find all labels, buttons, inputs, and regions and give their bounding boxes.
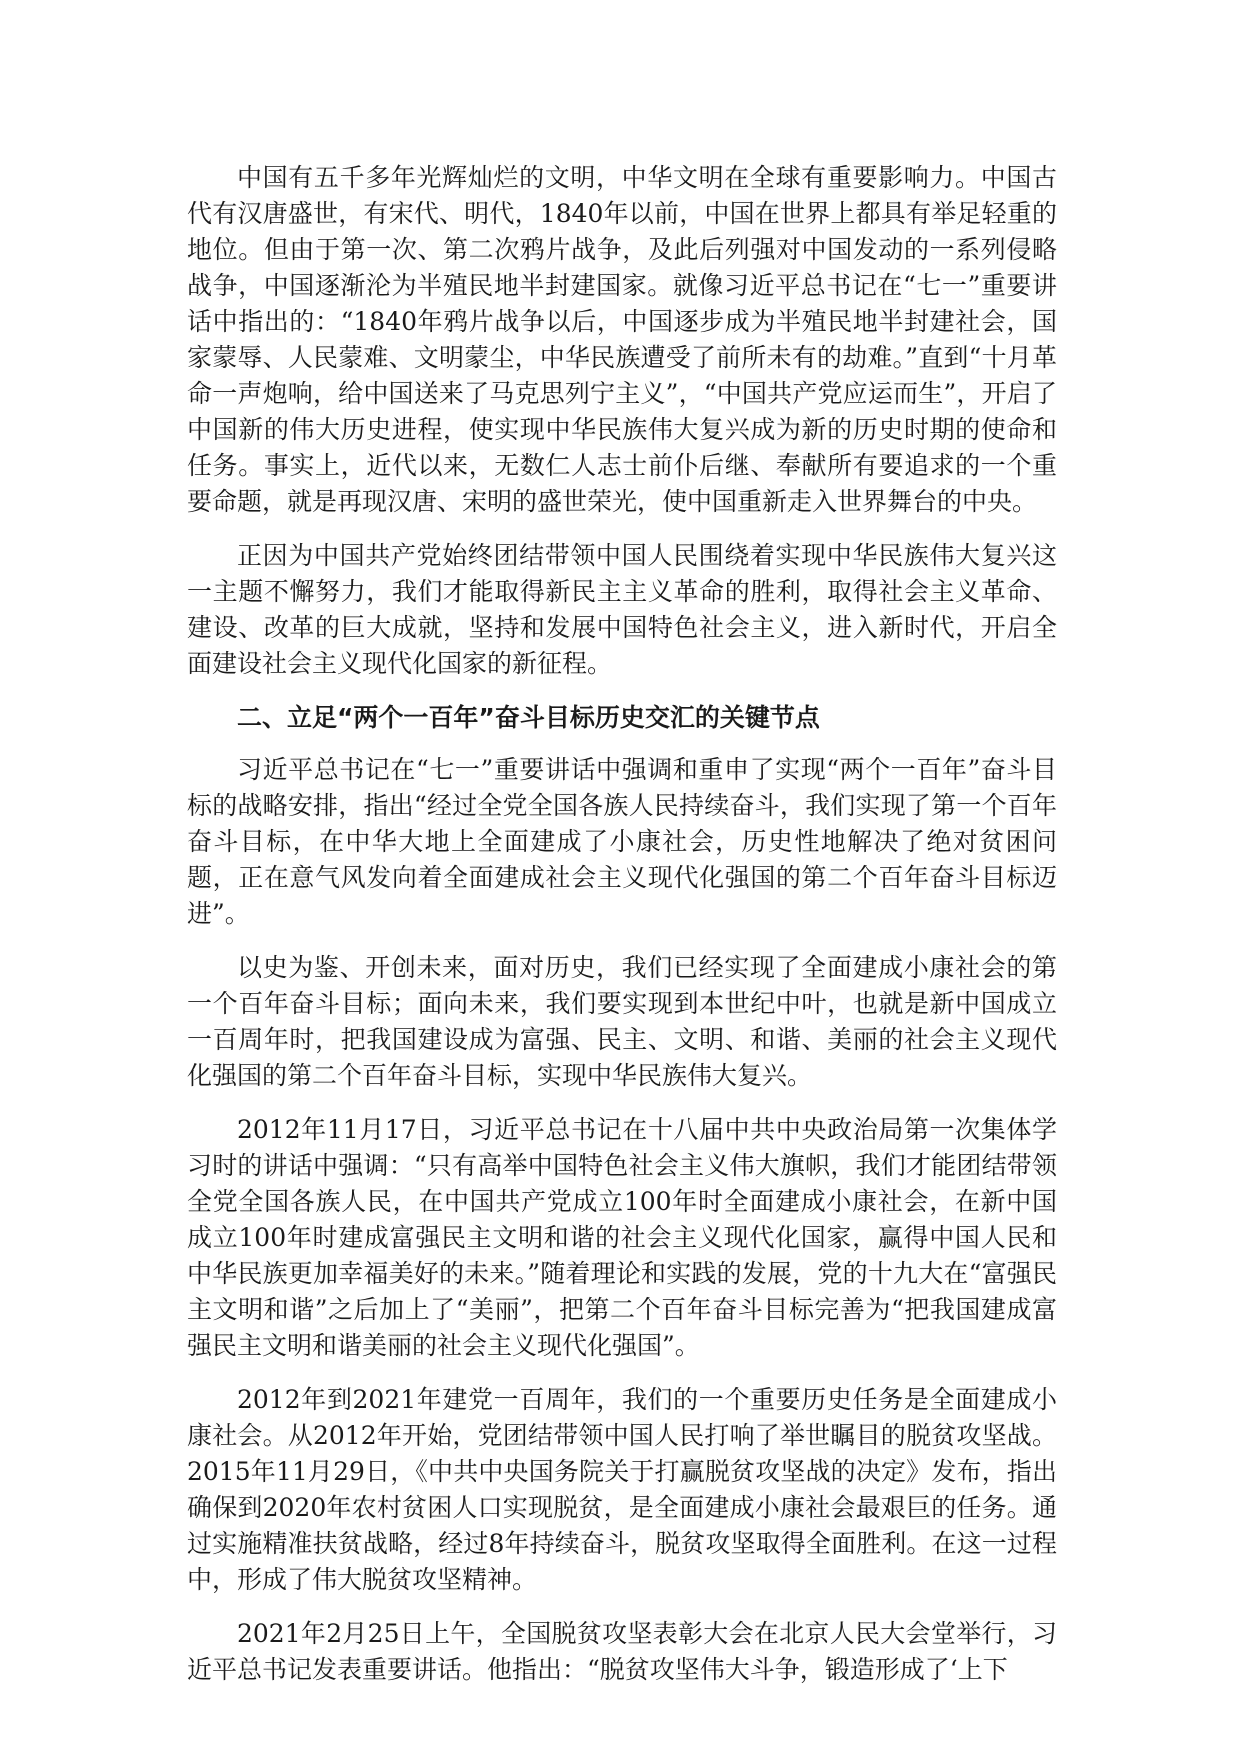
paragraph-2012-speech: 2012年11月17日，习近平总书记在十八届中共中央政治局第一次集体学习时的讲话中强调：“只有高举中国特色社会主义伟大旗帜，我们才能团结带领全党全国各族人民，在中国共产党成立100年时全面建成小康社会，在新中国成立100年时建成富强民主文明和谐的社会主义现代化国家，赢得中国人民和中华民族更加幸福美好的未来。”随着理论和实践的发展，党的十九大在“富强民主文明和谐”之后加上了“美丽”，把第二个百年奋斗目标完善为“把我国建成富强民主文明和谐美丽的社会主义现代化强国”。: [187, 1115, 1057, 1360]
paragraph-strategy: 习近平总书记在“七一”重要讲话中强调和重申了实现“两个一百年”奋斗目标的战略安排，指出“经过全党全国各族人民持续奋斗，我们实现了第一个百年奋斗目标，在中华大地上全面建成了小康社会，历史性地解决了绝对贫困问题，正在意气风发向着全面建成社会主义现代化强国的第二个百年奋斗目标迈进”。: [187, 755, 1057, 928]
paragraph-2021-conference: 2021年2月25日上午，全国脱贫攻坚表彰大会在北京人民大会堂举行，习近平总书记发表重要讲话。他指出：“脱贫攻坚伟大斗争，锻造形成了‘上下: [187, 1619, 1057, 1684]
paragraph-theme: 正因为中国共产党始终团结带领中国人民围绕着实现中华民族伟大复兴这一主题不懈努力，我们才能取得新民主主义革命的胜利，取得社会主义革命、建设、改革的巨大成就，坚持和发展中国特色社会主义，进入新时代，开启全面建设社会主义现代化国家的新征程。: [187, 541, 1057, 678]
document-page: [187, 160, 1057, 1706]
paragraph-history: 中国有五千多年光辉灿烂的文明，中华文明在全球有重要影响力。中国古代有汉唐盛世，有宋代、明代，1840年以前，中国在世界上都具有举足轻重的地位。但由于第一次、第二次鸦片战争，及此后列强对中国发动的一系列侵略战争，中国逐渐沦为半殖民地半封建国家。就像习近平总书记在“七一”重要讲话中指出的：“1840年鸦片战争以后，中国逐步成为半殖民地半封建社会，国家蒙辱、人民蒙难、文明蒙尘，中华民族遭受了前所未有的劫难。”直到“十月革命一声炮响，给中国送来了马克思列宁主义”，“中国共产党应运而生”，开启了中国新的伟大历史进程，使实现中华民族伟大复兴成为新的历史时期的使命和任务。事实上，近代以来，无数仁人志士前仆后继、奉献所有要追求的一个重要命题，就是再现汉唐、宋明的盛世荣光，使中国重新走入世界舞台的中央。: [187, 163, 1057, 516]
section-heading: 二、立足“两个一百年”奋斗目标历史交汇的关键节点: [237, 703, 820, 732]
paragraph-poverty-alleviation: 2012年到2021年建党一百周年，我们的一个重要历史任务是全面建成小康社会。从2012年开始，党团结带领中国人民打响了举世瞩目的脱贫攻坚战。2015年11月29日，《中共中央国务院关于打赢脱贫攻坚战的决定》发布，指出确保到2020年农村贫困人口实现脱贫，是全面建成小康社会最艰巨的任务。通过实施精准扶贫战略，经过8年持续奋斗，脱贫攻坚取得全面胜利。在这一过程中，形成了伟大脱贫攻坚精神。: [187, 1385, 1057, 1594]
paragraph-history-lesson: 以史为鉴、开创未来，面对历史，我们已经实现了全面建成小康社会的第一个百年奋斗目标；面向未来，我们要实现到本世纪中叶，也就是新中国成立一百周年时，把我国建设成为富强、民主、文明、和谐、美丽的社会主义现代化强国的第二个百年奋斗目标，实现中华民族伟大复兴。: [187, 953, 1057, 1090]
